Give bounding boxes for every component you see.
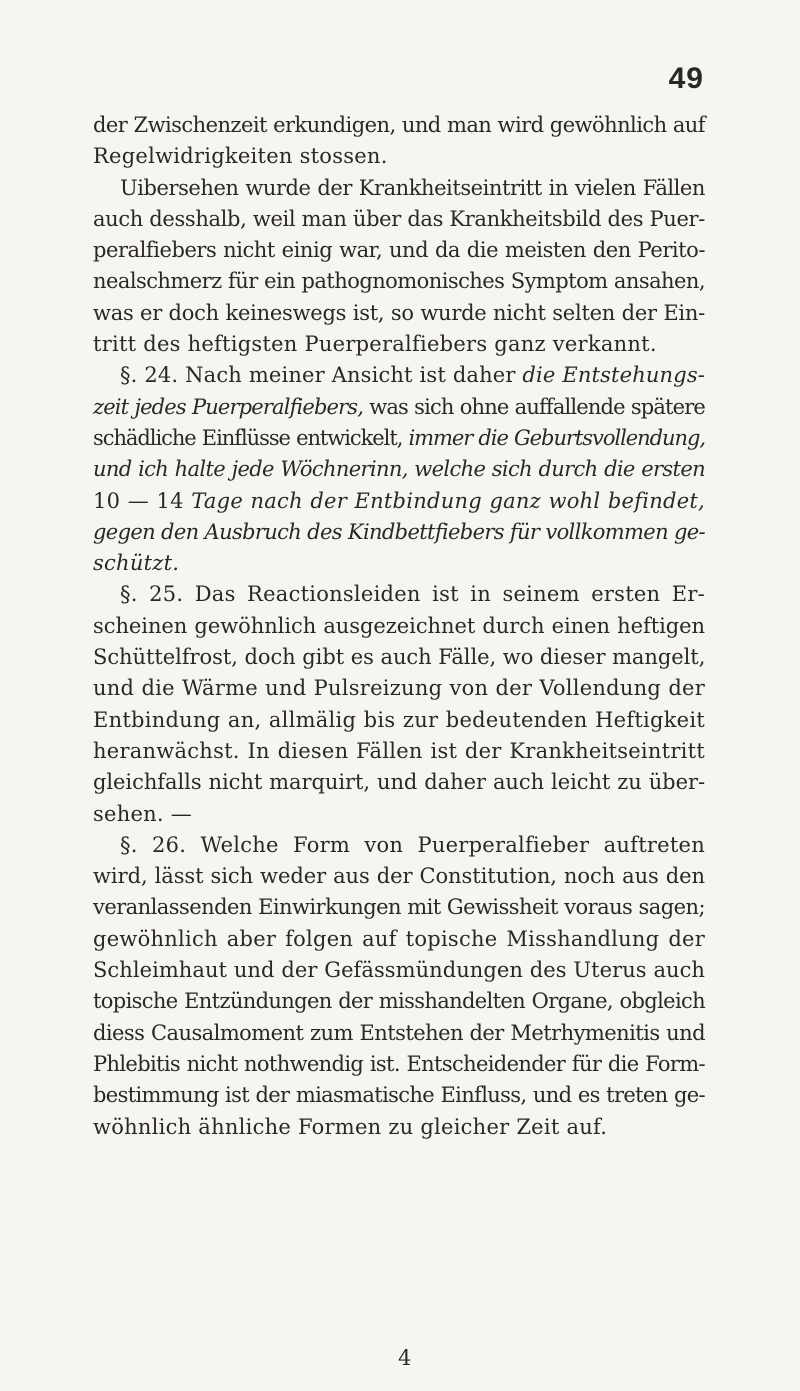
emphasis-run: immer die Geburtsvollendung, xyxy=(408,425,705,450)
paragraph-1 xyxy=(93,110,705,173)
text-line: §. 25. Das Reactionsleiden ist in seinem ersten Er- xyxy=(120,582,705,607)
paragraph-2 xyxy=(93,173,705,361)
text-line: und ich halte jede Wöchnerinn, welche sich durch die ersten xyxy=(93,457,705,482)
text-run: was sich ohne auffallende spätere xyxy=(363,394,705,419)
text-line: topische Entzündungen der misshandelten Organe, obgleich xyxy=(93,989,705,1014)
text-line xyxy=(93,423,705,454)
emphasis-run: Tage nach der Entbindung ganz wohl befindet, xyxy=(191,488,705,513)
text-run: schädliche Einflüsse entwickelt, xyxy=(93,425,409,450)
text-line: schützt. xyxy=(93,551,180,576)
text-line: bestimmung ist der miasmatische Einfluss, und es treten ge- xyxy=(93,1083,705,1108)
text-run: 10 — 14 xyxy=(93,488,192,513)
text-line xyxy=(93,392,705,423)
text-line: veranlassenden Einwirkungen mit Gewissheit voraus sagen; xyxy=(93,895,705,920)
text-line: Regelwidrigkeiten stossen. xyxy=(93,144,388,169)
text-line: peralfiebers nicht einig war, und da die meisten den Perito- xyxy=(93,238,705,263)
text-line: sehen. — xyxy=(93,801,193,826)
emphasis-run: die Entstehungs- xyxy=(522,363,705,388)
text-line: tritt des heftigsten Puerperalfiebers ganz verkannt. xyxy=(93,332,657,357)
text-line: Phlebitis nicht nothwendig ist. Entscheidender für die Form- xyxy=(93,1051,705,1076)
paragraph-section-24 xyxy=(93,360,705,579)
text-line: Uibersehen wurde der Krankheitseintritt in vielen Fällen xyxy=(120,175,705,200)
signature-mark: 4 xyxy=(398,1346,412,1370)
text-line: was er doch keineswegs ist, so wurde nicht selten der Ein- xyxy=(93,300,705,325)
paragraph-section-25 xyxy=(93,579,705,829)
text-line: gegen den Ausbruch des Kindbettfiebers für vollkommen ge- xyxy=(93,519,705,544)
text-line: gewöhnlich aber folgen auf topische Misshandlung der xyxy=(93,926,705,951)
text-line: scheinen gewöhnlich ausgezeichnet durch einen heftigen xyxy=(93,613,705,638)
text-line: Entbindung an, allmälig bis zur bedeutenden Heftigkeit xyxy=(93,707,705,732)
text-run: §. 24. Nach meiner Ansicht ist daher xyxy=(120,363,523,388)
text-line: wird, lässt sich weder aus der Constitution, noch aus den xyxy=(93,864,705,889)
text-line: der Zwischenzeit erkundigen, und man wird gewöhnlich auf xyxy=(93,113,705,137)
text-line: gleichfalls nicht marquirt, und daher auch leicht zu über- xyxy=(93,770,705,795)
text-line xyxy=(93,486,705,517)
text-line: diess Causalmoment zum Entstehen der Metrhymenitis und xyxy=(93,1020,705,1045)
text-line: §. 26. Welche Form von Puerperalfieber auftreten xyxy=(120,832,705,857)
text-line: heranwächst. In diesen Fällen ist der Krankheitseintritt xyxy=(93,738,705,763)
text-line xyxy=(93,360,705,391)
text-line: Schleimhaut und der Gefässmündungen des Uterus auch xyxy=(93,958,705,983)
page-number: 49 xyxy=(668,62,704,95)
paragraph-section-26 xyxy=(93,830,705,1143)
text-line: nealschmerz für ein pathognomonisches Symptom ansahen, xyxy=(93,269,705,294)
text-line: wöhnlich ähnliche Formen zu gleicher Zeit auf. xyxy=(93,1114,608,1139)
text-line: und die Wärme und Pulsreizung von der Vollendung der xyxy=(93,676,705,701)
text-line: auch desshalb, weil man über das Krankheitsbild des Puer- xyxy=(93,206,705,231)
emphasis-run: zeit jedes Puerperalfiebers, xyxy=(93,394,364,419)
body-text xyxy=(93,110,705,1143)
text-line: Schüttelfrost, doch gibt es auch Fälle, wo dieser mangelt, xyxy=(93,645,706,670)
